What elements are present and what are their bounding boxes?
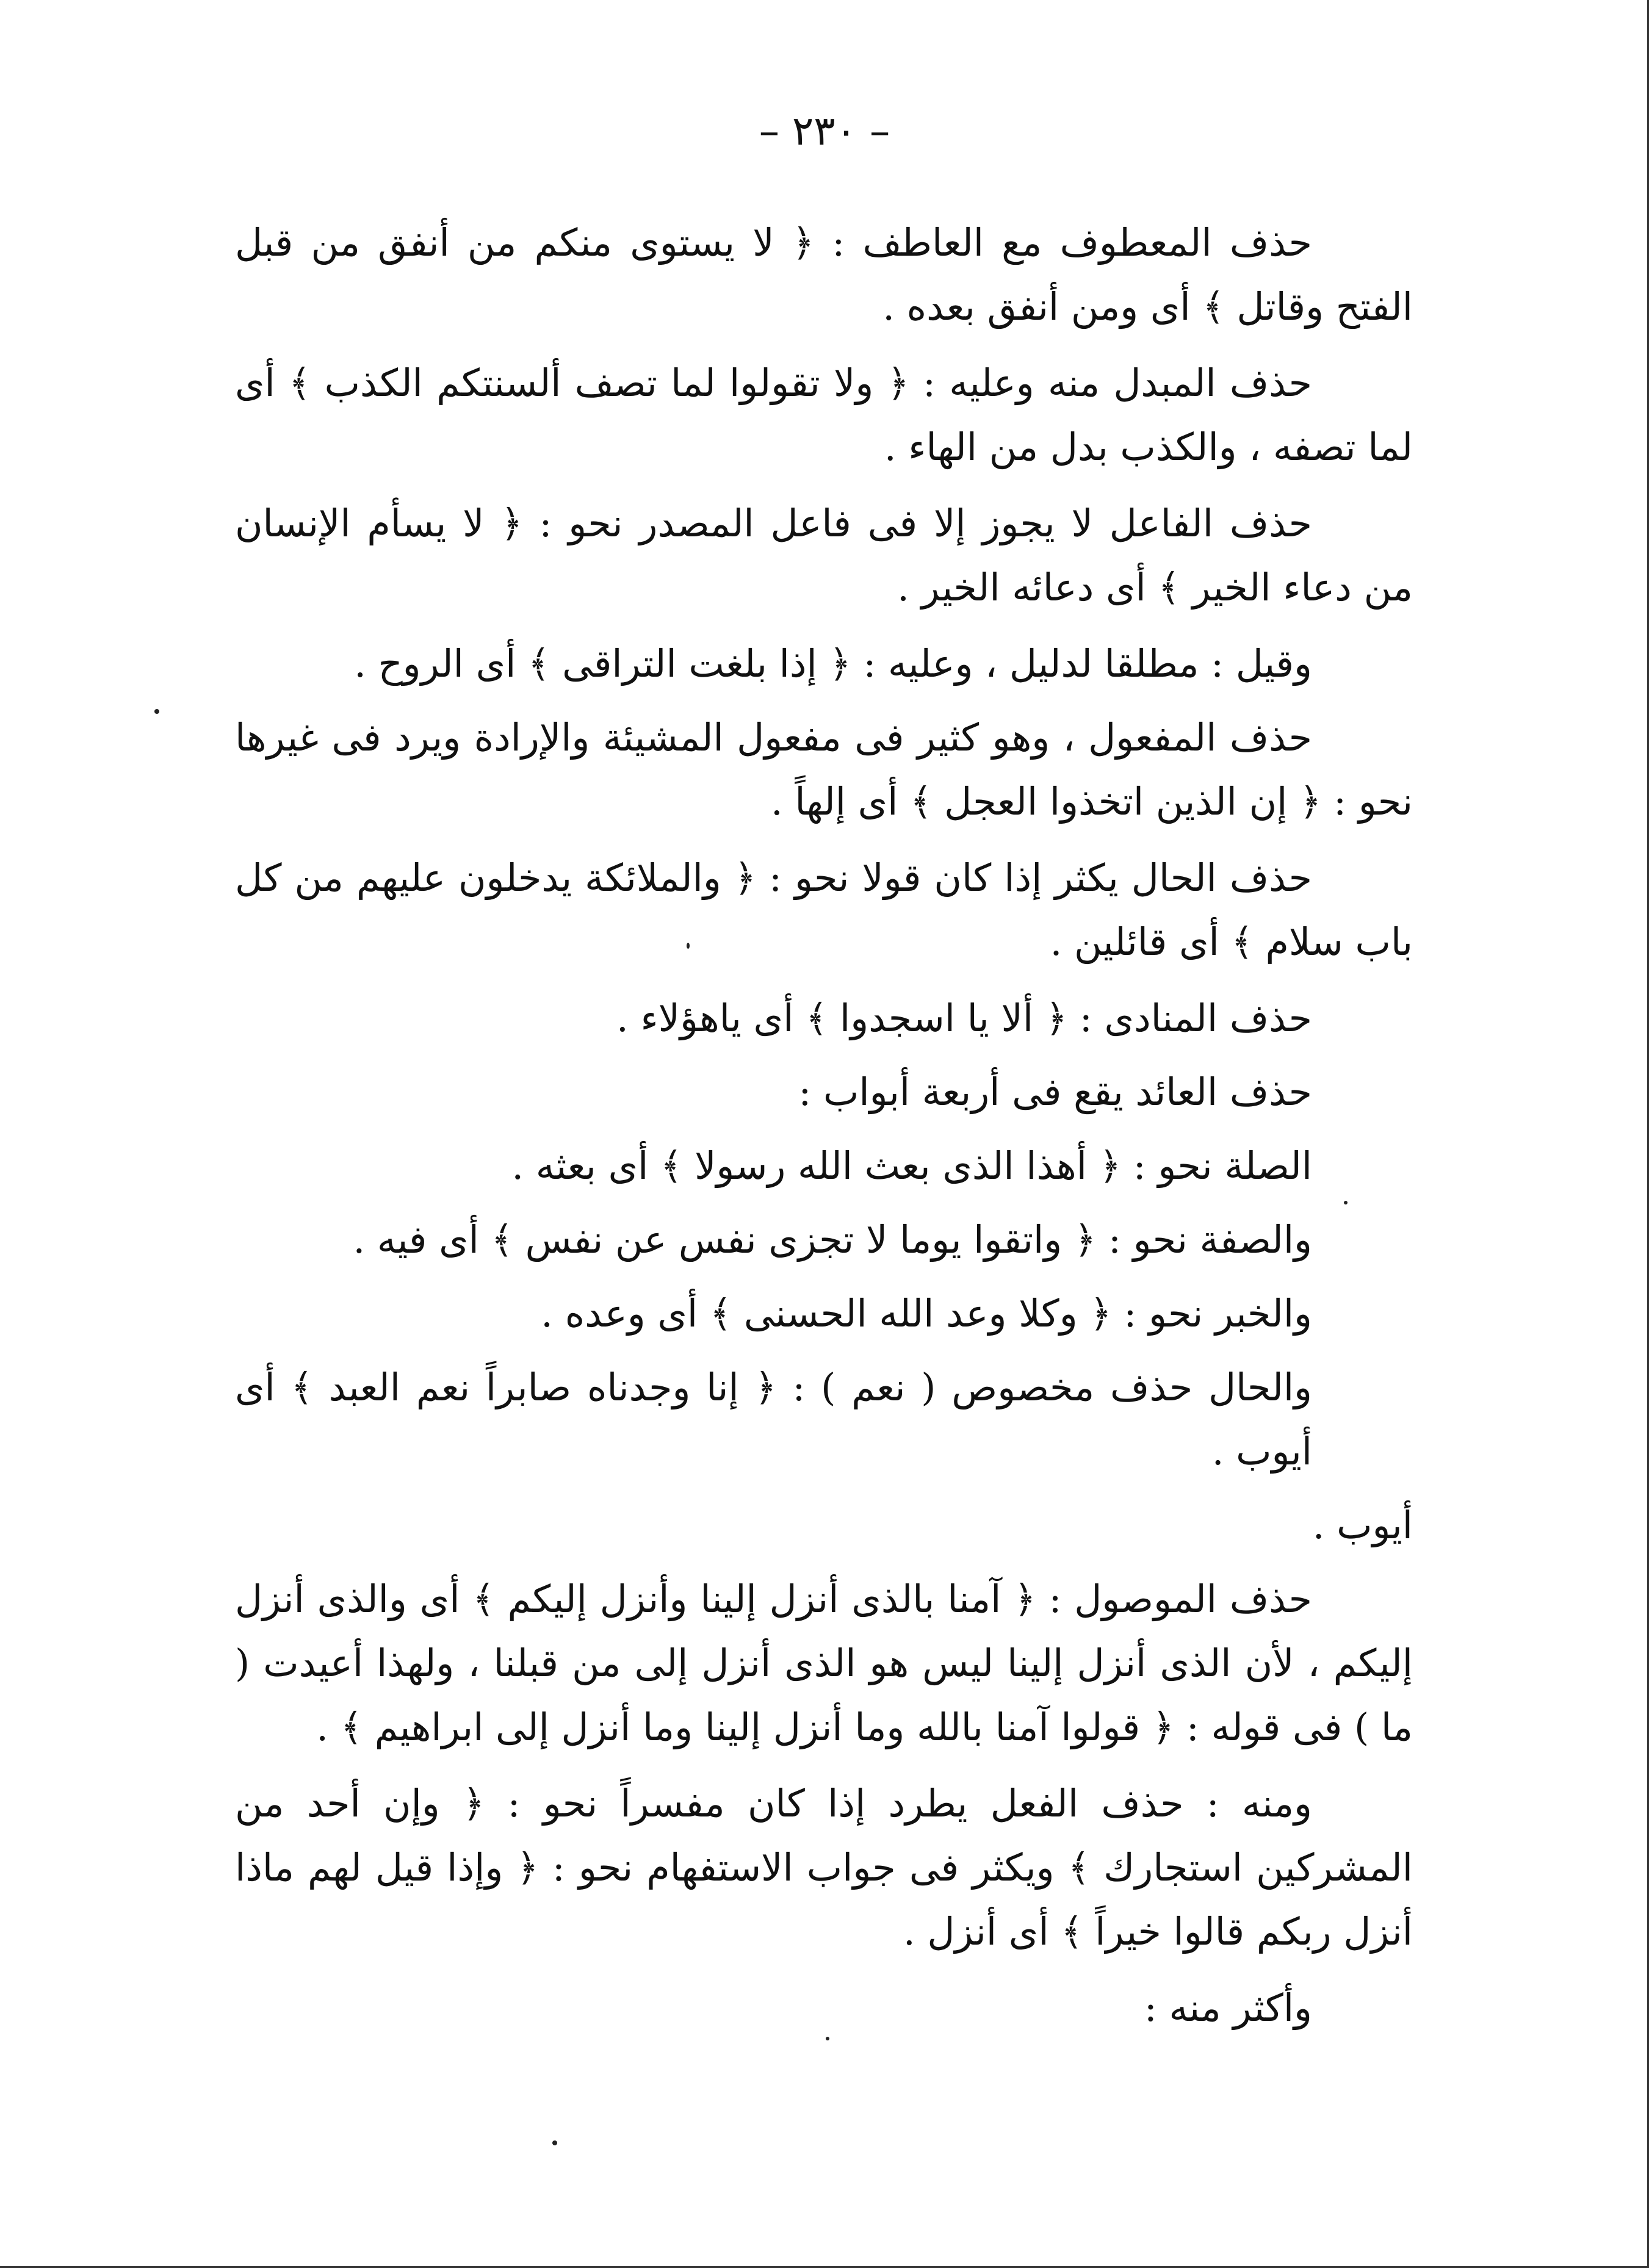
page-number: – ٢٣٠ – <box>759 107 890 154</box>
paragraph-deleted-verb: ومنه : حذف الفعل يطرد إذا كان مفسراً نحو : ﴿ وإن أحد من المشركين استجارك ﴾ ويكثر فى جواب الاستفهام نحو : ﴿ وإذا قيل لهم ماذا أنزل ربكم قالوا خيراً ﴾ أى أنزل . <box>235 1781 1413 1954</box>
scan-speck <box>1344 1201 1348 1204</box>
paragraph-deleted-relative: حذف الموصول : ﴿ آمنا بالذى أنزل إلينا وأنزل إليكم ﴾ أى والذى أنزل إليكم ، لأن الذى أنزل إلينا ليس هو الذى أنزل إلى من قبلنا ، ولهذا أعيدت ( ما ) فى قوله : ﴿ قولوا آمنا بالله وما أنزل إلينا وما أنزل إلى ابراهيم ﴾ . <box>235 1577 1413 1749</box>
paragraph-deleted-substitute: حذف المبدل منه وعليه : ﴿ ولا تقولوا لما تصف ألسنتكم الكذب ﴾ أى لما تصفه ، والكذب بدل من الهاء . <box>235 361 1413 469</box>
paragraph-relative-clause: الصلة نحو : ﴿ أهذا الذى بعث الله رسولا ﴾ أى بعثه . <box>511 1143 1312 1188</box>
paragraph-deleted-state: حذف الحال يكثر إذا كان قولا نحو : ﴿ والملائكة يدخلون عليهم من كل باب سلام ﴾ أى قائلين . <box>235 855 1413 964</box>
paragraph-deleted-subject: حذف الفاعل لا يجوز إلا فى فاعل المصدر نحو : ﴿ لا يسأم الإنسان من دعاء الخير ﴾ أى دعائه الخير . <box>235 501 1413 610</box>
paragraph-said-absolute: وقيل : مطلقا لدليل ، وعليه : ﴿ إذا بلغت التراقى ﴾ أى الروح . <box>354 641 1312 686</box>
document-body <box>235 211 1413 2052</box>
scan-speck <box>826 2037 829 2040</box>
scan-speck <box>154 709 159 714</box>
scan-speck <box>687 943 690 949</box>
scan-speck <box>552 2140 557 2145</box>
paragraph-deleted-object: حذف المفعول ، وهو كثير فى مفعول المشيئة والإرادة ويرد فى غيرها نحو : ﴿ إن الذين اتخذوا العجل ﴾ أى إلهاً . <box>235 715 1413 824</box>
paragraph-more-than-it: وأكثر منه : <box>1144 1985 1312 2030</box>
paragraph-predicate: والخبر نحو : ﴿ وكلا وعد الله الحسنى ﴾ أى وعده . <box>541 1291 1312 1336</box>
paragraph-deleted-vocative: حذف المنادى : ﴿ ألا يا اسجدوا ﴾ أى ياهؤلاء . <box>616 996 1312 1040</box>
paragraph-deleted-conjoined: حذف المعطوف مع العاطف : ﴿ لا يستوى منكم من أنفق من قبل الفتح وقاتل ﴾ أى ومن أنفق بعده . <box>235 220 1413 329</box>
paragraph-ayyub: أيوب . <box>1312 1503 1413 1547</box>
paragraph-circumstance: والحال حذف مخصوص ( نعم ) : ﴿ إنا وجدناه صابراً نعم العبد ﴾ أى أيوب . <box>235 1365 1312 1474</box>
paragraph-adjective: والصفة نحو : ﴿ واتقوا يوما لا تجزى نفس عن نفس ﴾ أى فيه . <box>353 1217 1312 1262</box>
paragraph-deleted-returner: حذف العائد يقع فى أربعة أبواب : <box>798 1070 1312 1114</box>
